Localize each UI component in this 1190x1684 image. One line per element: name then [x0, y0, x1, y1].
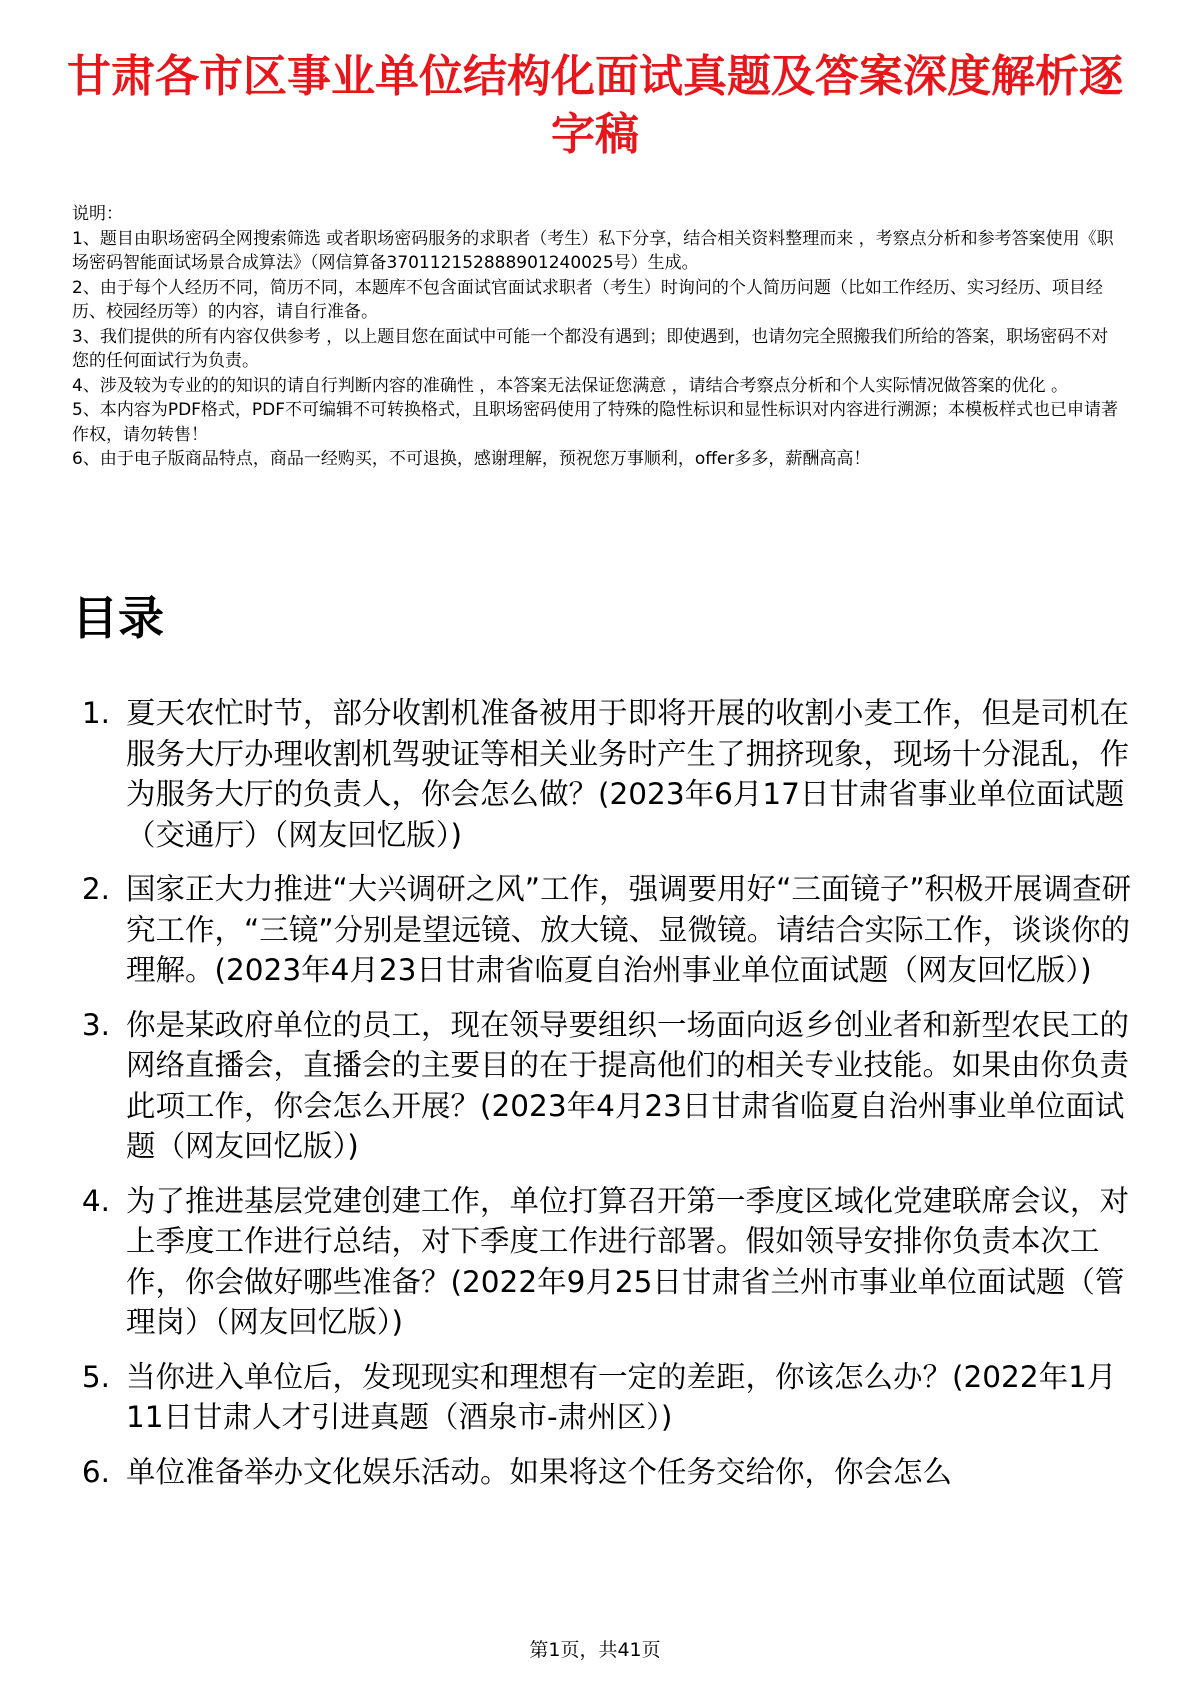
toc-item-number: 6.	[81, 1454, 110, 1489]
toc-item-text: 夏天农忙时节，部分收割机准备被用于即将开展的收割小麦工作，但是司机在服务大厅办理收割机驾驶证等相关业务时产生了拥挤现象，现场十分混乱，作为服务大厅的负责人，你会怎么做？(2023年6月17日甘肃省事业单位面试题（交通厅）（网友回忆版）)	[126, 696, 1130, 852]
toc-item-2[interactable]	[72, 869, 1132, 991]
toc-item-number: 1.	[81, 696, 110, 730]
note-item: 5、本内容为PDF格式，PDF不可编辑不可转换格式，且职场密码使用了特殊的隐性标识和显性标识对内容进行溯源；本模板样式也已申请著作权，请勿转售！	[72, 400, 1119, 445]
toc-item-3[interactable]	[72, 1005, 1132, 1167]
note-item: 1、题目由职场密码全网搜索筛选 或者职场密码服务的求职者（考生）私下分享，结合相关资料整理而来 ，考察点分析和参考答案使用《职场密码智能面试场景合成算法》（网信算备370112152888901240025号）生成。	[72, 228, 1114, 273]
toc-item-text: 为了推进基层党建创建工作，单位打算召开第一季度区域化党建联席会议，对上季度工作进行总结，对下季度工作进行部署。假如领导安排你负责本次工作，你会做好哪些准备？(2022年9月25日甘肃省兰州市事业单位面试题（管理岗）（网友回忆版）)	[126, 1183, 1130, 1339]
toc-item-text: 单位准备举办文化娱乐活动。如果将这个任务交给你，你会怎么	[126, 1454, 953, 1489]
page-footer: 第1页，共41页	[529, 1639, 661, 1661]
toc-heading: 目录	[72, 591, 164, 645]
toc-item-number: 3.	[81, 1007, 110, 1042]
notes-section	[72, 202, 1122, 472]
toc-item-text: 国家正大力推进“大兴调研之风”工作，强调要用好“三面镜子”积极开展调查研究工作，“三镜”分别是望远镜、放大镜、显微镜。请结合实际工作，谈谈你的理解。(2023年4月23日甘肃省临夏自治州事业单位面试题（网友回忆版）)	[126, 872, 1132, 987]
document-title: 甘肃各市区事业单位结构化面试真题及答案深度解析逐字稿	[67, 51, 1123, 160]
toc-item-4[interactable]	[72, 1181, 1132, 1343]
toc-item-5[interactable]	[72, 1357, 1132, 1438]
toc-item-text: 当你进入单位后，发现现实和理想有一定的差距，你该怎么办？(2022年1月11日甘肃人才引进真题（酒泉市-肃州区）)	[126, 1359, 1117, 1434]
note-item: 2、由于每个人经历不同，简历不同，本题库不包含面试官面试求职者（考生）时询问的个人简历问题（比如工作经历、实习经历、项目经历、校园经历等）的内容，请自行准备。	[72, 277, 1103, 322]
toc-list	[72, 693, 1132, 1506]
notes-heading: 说明：	[72, 204, 123, 224]
note-item: 6、由于电子版商品特点，商品一经购买，不可退换，感谢理解，预祝您万事顺利，offer多多，薪酬高高！	[72, 449, 871, 469]
note-item: 4、涉及较为专业的的知识的请自行判断内容的准确性 ，本答案无法保证您满意 ，请结合考察点分析和个人实际情况做答案的优化 。	[72, 375, 1069, 396]
toc-item-1[interactable]	[72, 693, 1132, 855]
toc-item-number: 2.	[81, 872, 110, 906]
note-item: 3、我们提供的所有内容仅供参考 ，以上题目您在面试中可能一个都没有遇到；即使遇到，也请勿完全照搬我们所给的答案，职场密码不对您的任何面试行为负责。	[72, 326, 1109, 371]
toc-item-text: 你是某政府单位的员工，现在领导要组织一场面向返乡创业者和新型农民工的网络直播会，直播会的主要目的在于提高他们的相关专业技能。如果由你负责此项工作，你会怎么开展？(2023年4月23日甘肃省临夏自治州事业单位面试题（网友回忆版）)	[126, 1007, 1130, 1163]
toc-item-number: 4.	[81, 1183, 110, 1218]
toc-item-number: 5.	[81, 1359, 110, 1394]
toc-item-6[interactable]	[72, 1452, 1132, 1493]
